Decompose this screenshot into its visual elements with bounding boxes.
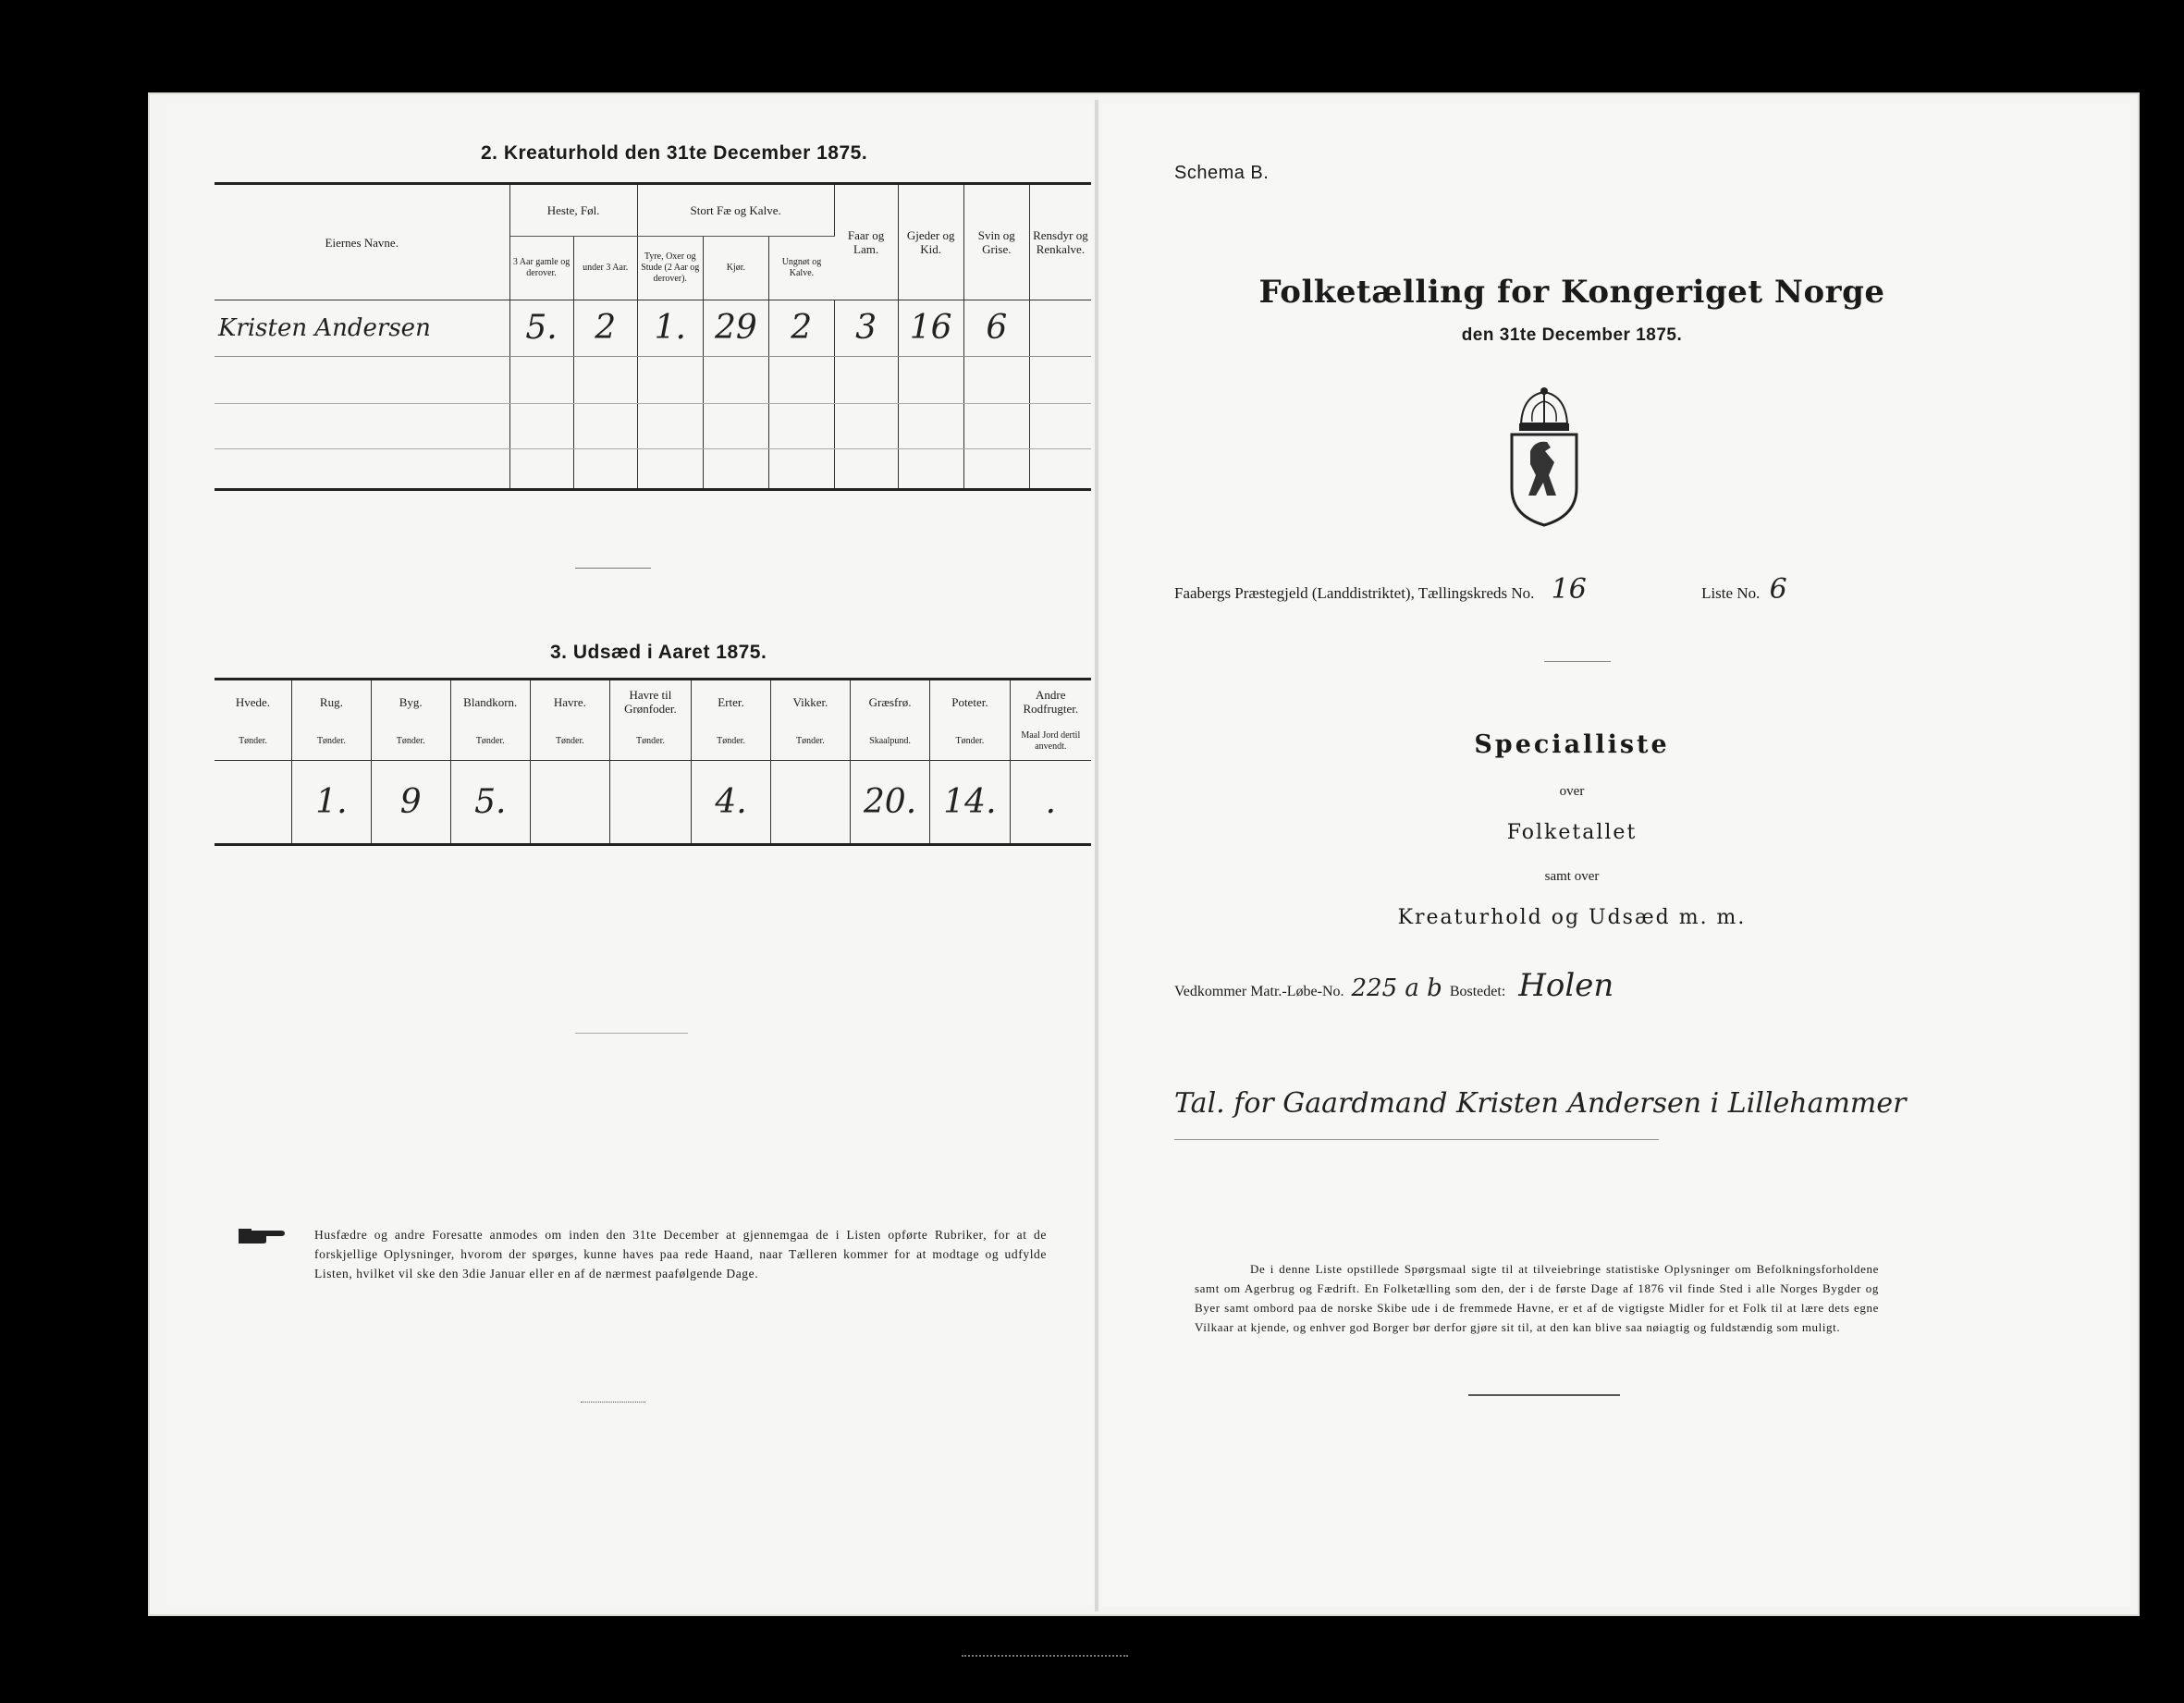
- section3-title: 3. Udsæd i Aaret 1875.: [550, 642, 767, 663]
- cell-faar: 3: [834, 300, 898, 356]
- seed-value-cell: [609, 760, 691, 843]
- cell-rensdyr: [1029, 300, 1091, 356]
- divider: [1468, 1394, 1620, 1396]
- col-rensdyr: Rensdyr og Renkalve.: [1029, 185, 1091, 300]
- samt-over-text: samt over: [1544, 869, 1600, 884]
- col-tyre: Tyre, Oxer og Stude (2 Aar og derover).: [637, 237, 703, 300]
- seed-col-header: Andre Rodfrugter.: [1023, 688, 1079, 716]
- cell-ungnot: 2: [768, 300, 834, 356]
- seed-col-header: Erter.: [692, 680, 771, 723]
- col-gjeder: Gjeder og Kid.: [898, 185, 963, 300]
- seed-value-cell: [530, 760, 609, 843]
- schema-label: Schema B.: [1174, 163, 1270, 183]
- specialliste-heading: Specialliste: [1474, 730, 1670, 759]
- table2-bottom-rule: [215, 488, 1091, 491]
- col-stortfae: Stort Fæ og Kalve.: [637, 185, 834, 237]
- bosted-value: Holen: [1518, 967, 1614, 1004]
- seed-col-unit: Skaalpund.: [850, 723, 929, 760]
- seed-col-unit: Tønder.: [371, 723, 450, 760]
- seed-value-cell: 14.: [930, 760, 1010, 843]
- seed-table: [215, 680, 1091, 843]
- seed-col-header: Hvede.: [215, 680, 291, 723]
- seed-col-unit: Tønder.: [770, 723, 850, 760]
- page-title: Folketælling for Kongeriget Norge: [1258, 274, 1885, 311]
- coat-of-arms-icon: [1503, 386, 1586, 527]
- seed-col-header: Poteter.: [930, 680, 1010, 723]
- matr-number: 225 a b: [1351, 974, 1442, 1002]
- seed-col-unit: Tønder.: [692, 723, 771, 760]
- divider: [1544, 661, 1611, 662]
- seed-col-header: Byg.: [371, 680, 450, 723]
- over-text: over: [1559, 784, 1585, 799]
- seed-value-cell: 1.: [291, 760, 371, 843]
- seed-value-cell: 4.: [692, 760, 771, 843]
- pointing-hand-icon: [239, 1225, 287, 1247]
- seed-col-unit: Maal Jord dertil anvendt.: [1010, 723, 1091, 760]
- cell-tyre: 1.: [637, 300, 703, 356]
- cell-heste-old: 5.: [509, 300, 573, 356]
- district-line: [1174, 573, 1787, 606]
- seed-col-unit: Tønder.: [291, 723, 371, 760]
- seed-value-cell: 20.: [850, 760, 929, 843]
- seed-value-cell: [215, 760, 291, 843]
- kreaturhold-text: Kreaturhold og Udsæd m. m.: [1397, 906, 1747, 929]
- section2-title: 2. Kreaturhold den 31te December 1875.: [481, 142, 868, 164]
- col-owner: Eiernes Navne.: [215, 185, 509, 300]
- title-date: den 31te December 1875.: [1461, 325, 1683, 345]
- cell-kjor: 29: [703, 300, 768, 356]
- cell-heste-young: 2: [573, 300, 637, 356]
- notice-text: Husfædre og andre Foresatte anmodes om inden den 31te December at gjennemgaa de i Listen opførte Rubriker, for at de forskjellige Oplysninger, hvorom der spørges, kunne haves paa rede Haand, naar Tælleren kommer for at modtage og udfylde Listen, hvilket vil ske den 3die Januar eller en af de nærmest paafølgende Dage.: [314, 1228, 1047, 1280]
- seed-col-header: Græsfrø.: [850, 680, 929, 723]
- cell-gjeder: 16: [898, 300, 963, 356]
- seed-col-unit: Tønder.: [530, 723, 609, 760]
- col-kjor: Kjør.: [703, 237, 768, 300]
- folketallet-text: Folketallet: [1506, 821, 1638, 844]
- scan-mark: [962, 1655, 1128, 1658]
- col-heste-young: under 3 Aar.: [573, 237, 637, 300]
- handwritten-owner-line: Tal. for Gaardmand Kristen Andersen i Lillehammer: [1174, 1087, 1907, 1120]
- table3-bottom-rule: [215, 843, 1091, 846]
- seed-value-cell: 9: [371, 760, 450, 843]
- seed-col-header: Blandkorn.: [450, 680, 530, 723]
- livestock-table: [215, 185, 1091, 490]
- seed-col-unit: Tønder.: [930, 723, 1010, 760]
- seed-value-cell: 5.: [450, 760, 530, 843]
- seed-col-header: Vikker.: [770, 680, 850, 723]
- seed-col-header: Rug.: [291, 680, 371, 723]
- divider: [1174, 1139, 1659, 1140]
- seed-value-cell: .: [1045, 782, 1057, 821]
- bosted-label: Bostedet:: [1449, 984, 1506, 999]
- seed-col-unit: Tønder.: [215, 723, 291, 760]
- divider: [581, 1402, 645, 1403]
- matr-label: Vedkommer Matr.-Løbe-No.: [1174, 984, 1344, 999]
- owner-name: Kristen Andersen: [215, 300, 509, 356]
- seed-col-header: Havre.: [530, 680, 609, 723]
- seed-value-cell: [770, 760, 850, 843]
- kreds-number: 16: [1551, 573, 1587, 606]
- liste-label: Liste No.: [1701, 584, 1761, 602]
- matr-line: [1174, 967, 1613, 1004]
- col-heste: Heste, Føl.: [509, 185, 637, 237]
- seed-col-unit: Tønder.: [450, 723, 530, 760]
- divider: [575, 568, 651, 569]
- intro-text: De i denne Liste opstillede Spørgsmaal sigte til at tilveiebringe statistiske Oplysninger om Befolkningsforholdene samt om Agerbrug og Fædrift. En Folketælling som den, der i de første Dage af 1876 vil finde Sted i alle Norges Bygder og Byer samt ombord paa de norske Skibe ude i de fremmede Havne, er et af de vigtigste Midler for et Folk til at lære dets egne Vilkaar at kjende, og enhver god Borger bør derfor gjøre sit til, at den kan blive saa nøiagtig og fuldstændig som muligt.: [1195, 1262, 1879, 1334]
- seed-col-unit: Tønder.: [609, 723, 691, 760]
- seed-col-header: Havre til Grønfoder.: [609, 680, 691, 723]
- cell-svin: 6: [963, 300, 1029, 356]
- page-fold: [1095, 100, 1098, 1611]
- col-heste-old: 3 Aar gamle og derover.: [509, 237, 573, 300]
- liste-number: 6: [1769, 573, 1787, 606]
- divider: [575, 1033, 688, 1034]
- col-ungnot: Ungnøt og Kalve.: [768, 237, 834, 300]
- col-svin: Svin og Grise.: [963, 185, 1029, 300]
- district-label: Faabergs Præstegjeld (Landdistriktet), Tællingskreds No.: [1174, 584, 1535, 602]
- col-faar: Faar og Lam.: [834, 185, 898, 300]
